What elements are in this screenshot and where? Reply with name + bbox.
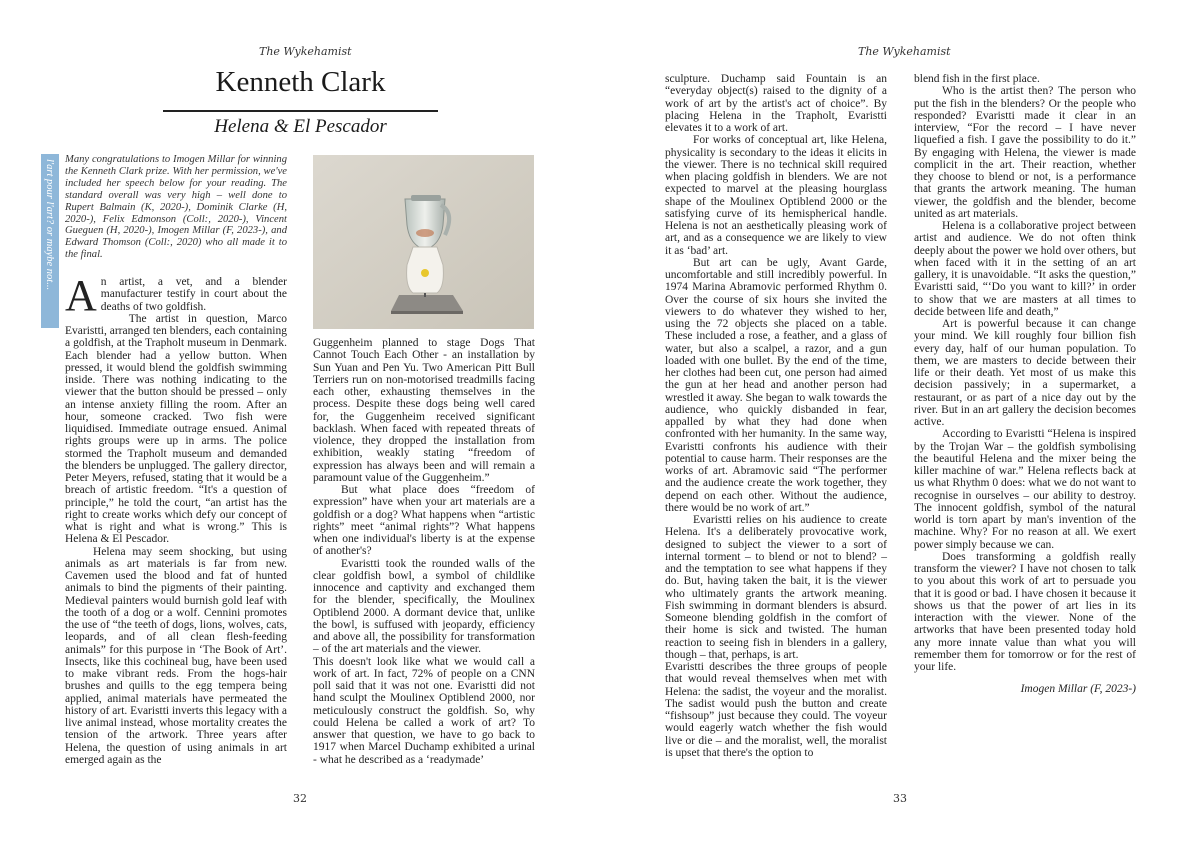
paragraph: The artist in question, Marco Evaristti, arranged ten blenders, each containing a goldfish, at the Trapholt museum in Denmark. Each blender had a yellow button. When pressed, it would blend the goldfish swimming inside. There was nothing indicating to the viewer that the button should be pressed – only an intense anxiety filling the room. After an hour, someone cracked. Two fish were liquidised. Immediate outrage ensued. Animal rights groups were up in arms. The police stormed the Trapholt museum and demanded the blenders be unplugged. The gallery director, Peter Meyers, refused, stating that it would be a breach of artistic freedom. “It's a question of principle,” he told the court, “an artist has the right to create works which defy our concept of what is right and what is wrong.” This is Helena & El Pescador. — [65, 312, 287, 546]
right-page — [600, 0, 1200, 849]
running-head: The Wykehamist — [858, 45, 951, 58]
paragraph: Helena may seem shocking, but using animals as art materials is far from new. Cavemen used the blood and fat of hunted animals to bind the pigments of their painting. Medieval painters would burnish gold leaf with the tooth of a dog or a wolf. Cennini promotes the use of “the teeth of dogs, lions, wolves, cats, leopards, and of all clean flesh-feeding animals” for this purpose in ‘The Book of Art’. Insects, like this cochineal bug, have been used to make vibrant reds. From the hogs-hair brushes and quills to the egg tempera being applied, animal materials have permeated the history of art. Evaristti inverts this legacy with a live animal instead, whose mortality creates the tension of the artwork. Three years after Helena, the question of using animals in art emerged again as the — [65, 545, 287, 766]
column-4 — [914, 73, 1136, 696]
paragraph: Who is the artist then? The person who put the fish in the blenders? Or the people who responded? Evaristti made it clear in an interview, “For the record – I have never liquefied a fish. I gave the possibility to do it.” By engaging with Helena, the viewer is made complicit in the art. Their reaction, whether they choose to blend or not, is a performance that grants the artwork meaning. The human viewer, the goldfish and the blender, become united as art materials. — [914, 85, 1136, 220]
article-title: Kenneth Clark — [215, 66, 386, 98]
paragraph: Helena is a collaborative project between artist and audience. We do not often think deeply about the power we hold over others, but when faced with it in the setting of an art gallery, it is unavoidable. “It asks the question,” Evaristti said, “‘Do you want to kill?’ in order to show that we are masters at all times to decide between life and death,” — [914, 220, 1136, 318]
article-subtitle: Helena & El Pescador — [214, 116, 387, 137]
paragraph: Evaristti took the rounded walls of the clear goldfish bowl, a symbol of childlike innocence and captivity and exchanged them for the blender, specifically, the Moulinex Optiblend 2000. A dormant device that, unlike the bowl, is suffused with jeopardy, efficiency and above all, the possibility for transformation – of the art materials and the viewer. — [313, 557, 535, 656]
page-number: 32 — [293, 792, 307, 805]
title-rule — [163, 110, 438, 112]
paragraph: According to Evaristti “Helena is inspired by the Trojan War – the goldfish symbolising the beautiful Helena and the mixer being the killer machine of war.” Helena reflects back at us what Rhythm 0 does: what we do not want to recognise in ourselves – our ability to destroy. The innocent goldfish, symbol of the natural world is torn apart by man's invention of the machine. Why? For no reason at all. We exert power simply because we can. — [914, 428, 1136, 551]
blender-photo — [313, 155, 534, 329]
author-signature: Imogen Millar (F, 2023-) — [1020, 683, 1136, 696]
drop-cap: A — [65, 271, 97, 320]
column-2 — [313, 337, 535, 766]
paragraph: This doesn't look like what we would call a work of art. In fact, 72% of people on a CNN poll said that it was not one. Evaristti did not hand sculpt the Moulinex Optiblend 2000, nor meticulously construct the goldfish. So, why could Helena be called a work of art? To answer that question, we have to go back to 1917 when Marcel Duchamp exhibited a urinal - what he described as a ‘readymade’ — [313, 655, 535, 766]
running-head: The Wykehamist — [259, 45, 352, 58]
paragraph: sculpture. Duchamp said Fountain is an “everyday object(s) raised to the dignity of a work of art by the artist's act of choice”. By placing Helena in the Trapholt, Evaristti elevates it to a work of art. — [665, 73, 887, 134]
paragraph: But art can be ugly, Avant Garde, uncomfortable and still incredibly powerful. In 1974 Marina Abramovic performed Rhythm 0. Over the course of six hours she invited the viewers to do whatever they wished to her, using the 72 objects she placed on a table. These included a rose, a feather, and a glass of water, but also a scalpel, a razor, and a gun loaded with one bullet. By the end of the time, her clothes had been cut, one person had aimed the gun at her head and another person had wrestled it away. She began to walk towards the audience, who quickly disbanded in fear, appalled by what they had done when confronted with her humanity. In the same way, Evaristti confronts his audience with their potential to cause harm. Their responses are the works of art. Abramovic said “The performer and the audience create the work together, they depend on each other. Without the audience, there would be no work of art.” — [665, 256, 887, 514]
blender-image — [313, 155, 534, 329]
page-number: 33 — [893, 792, 907, 805]
paragraph: Guggenheim planned to stage Dogs That Cannot Touch Each Other - an installation by Sun Yuan and Pen Yu. Two American Pitt Bull Terriers run on non-motorised treadmills facing each other, exhausting themselves in the process. Despite these dogs being well cared for, the Guggenheim received significant backlash. When faced with repeated threats of violence, they dropped the installation from exhibition, weakly stating “freedom of expression has always been and will remain a paramount value of the Guggenheim.” — [313, 337, 535, 484]
paragraph: Art is powerful because it can change your mind. We kill roughly four billion fish every day, half of our human population. To them, we are masters to decide between their life or their death. Yet most of us make this decision passively; in a supermarket, a restaurant, or as part of a nice day out by the river. But in an art gallery the decision becomes active. — [914, 318, 1136, 428]
paragraph: blend fish in the first place. — [914, 73, 1040, 85]
paragraph: Does transforming a goldfish really transform the viewer? I have not chosen to talk to you about this work of art to persuade you that it is good or bad. I have chosen it because it shows us that the power of art lies in its interaction with the viewer. None of the artworks that have been presented today hold any more innate value than what you will remember them for tomorrow or for the rest of your life. — [914, 550, 1136, 673]
column-1 — [65, 271, 287, 766]
sidebar-tag-text: l'art pour l'art? or maybe not... — [44, 159, 55, 291]
paragraph: Evaristti relies on his audience to create Helena. It's a deliberately provocative work, designed to subject the viewer to a sort of internal torment – to blend or not to blend? – and the temptation to see what happens if they do. But, having taken the bait, it is the viewer who ultimately grants the artwork meaning. Fish swimming in dormant blenders is absurd. Someone blending goldfish in the comfort of their home is sick and twisted. The human reaction to seeing fish in blenders in a gallery, though – that, perhaps, is art. — [665, 514, 887, 661]
paragraph: For works of conceptual art, like Helena, physicality is secondary to the ideas it elicits in the viewer. There is no technical skill required when placing goldfish in blenders. We are not expected to marvel at the pleasing hourglass shape of the Moulinex Optiblend 2000 or the satisfying curve of its hemispherical handle. Helena is not an aesthetically pleasing work of art, and as a consequence we are likely to view it as ‘bad’ art. — [665, 134, 887, 257]
sidebar-tag — [41, 154, 59, 328]
column-3 — [665, 73, 887, 759]
paragraph: Evaristti describes the three groups of people that would reveal themselves when met with Helena: the sadist, the voyeur and the moralist. The sadist would push the button and create “fishsoup” just because they could. The voyeur would eagerly watch whether the fish would live or die – and the moralist, well, the moralist is upset that there's the option to — [665, 661, 887, 759]
paragraph: An artist, a vet, and a blender manufacturer testify in court about the deaths of two goldfish. — [65, 271, 287, 320]
intro-paragraph: Many congratulations to Imogen Millar for winning the Kenneth Clark prize. With her permission, we've included her speech below for your reading. The standard overall was very high – well done to Rupert Balmain (K, 2020-), Dominik Clarke (H, 2020-), Felix Edmonson (Coll:, 2020-), Vincent Gueguen (H, 2020-), Imogen Millar (F, 2023-), and Edward Thomson (Coll:, 2020) who all made it to the final. — [65, 154, 287, 261]
paragraph: But what place does “freedom of expression” have when your art materials are a goldfish or a dog? What happens when “artistic rights” meet “animal rights”? What happens when one individual's liberty is at the expense of another's? — [313, 484, 535, 558]
